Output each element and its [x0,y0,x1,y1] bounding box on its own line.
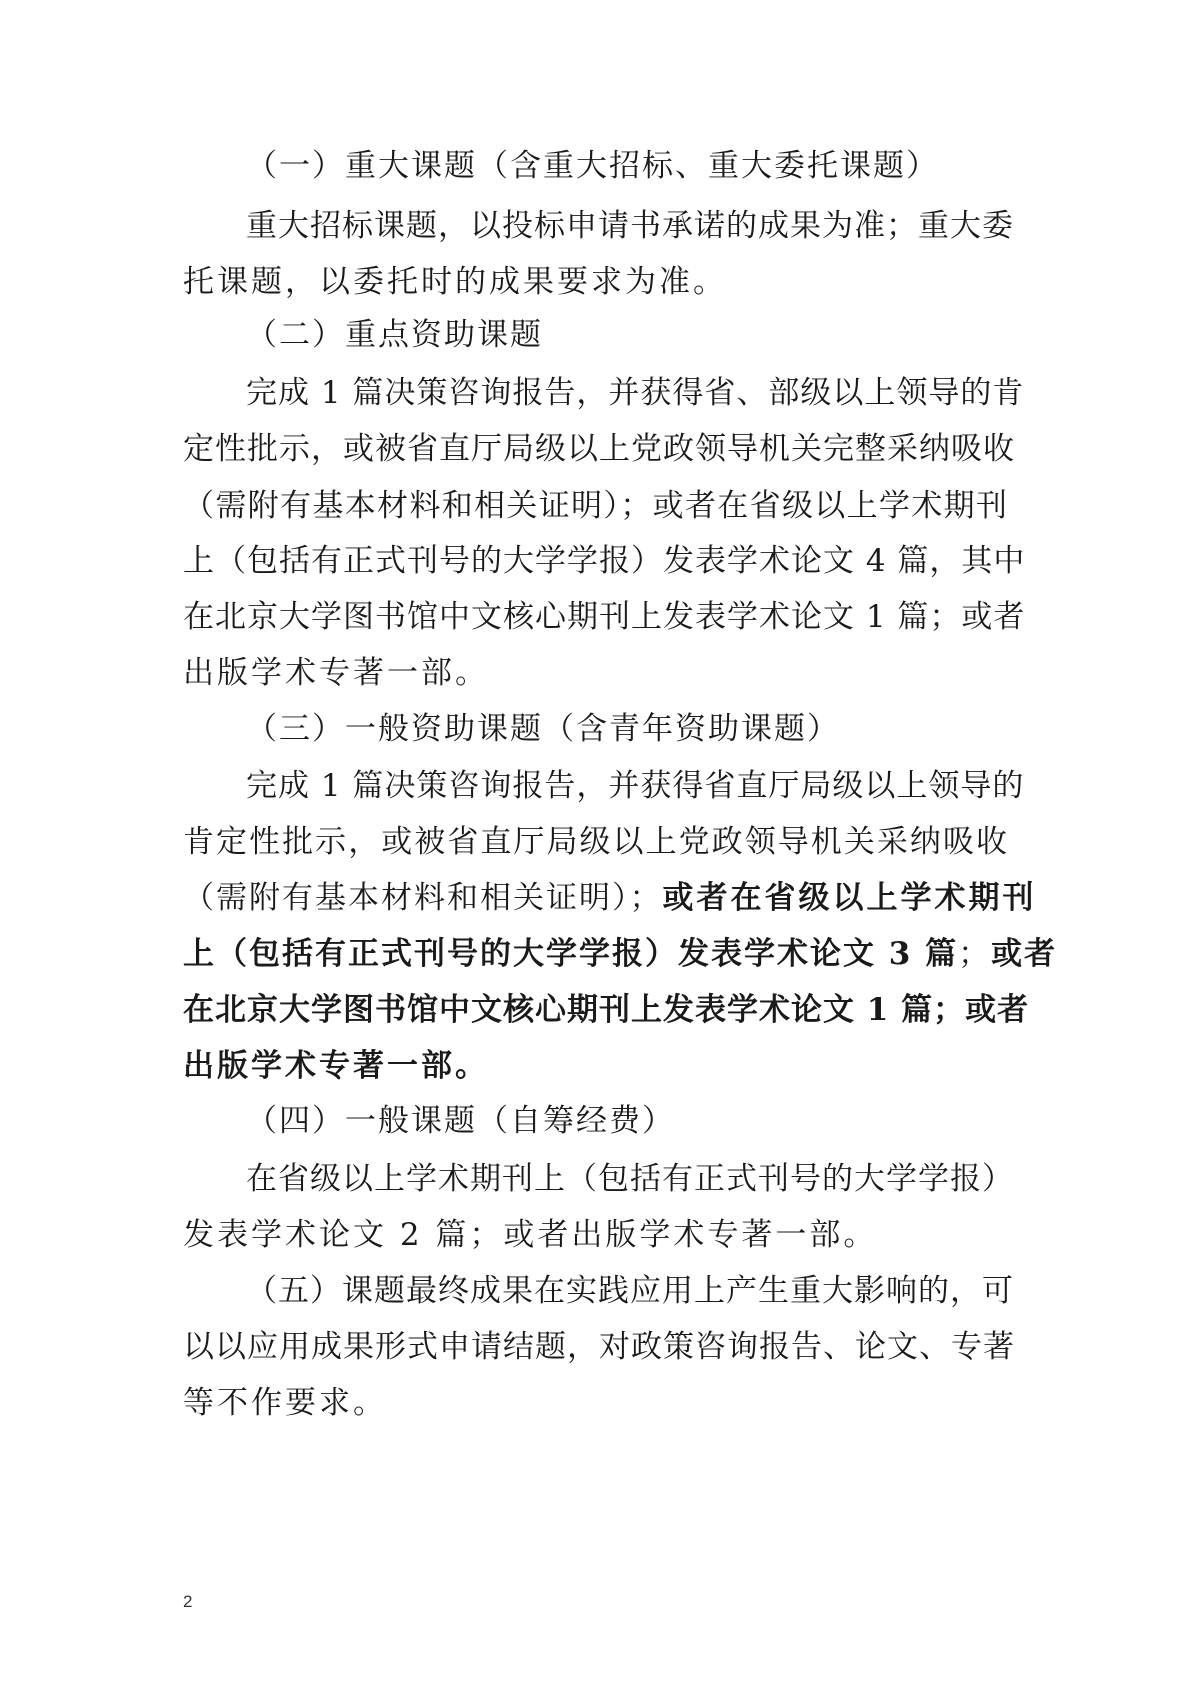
paragraph-text: （需附有基本材料和相关证明）； [183,880,663,916]
paragraph-line: 重大招标课题，以投标申请书承诺的成果为准；重大委 [246,208,1014,244]
paragraph-line: 以以应用成果形式申请结题，对政策咨询报告、论文、专著 [183,1329,1015,1365]
paragraph-line [183,868,1037,928]
page-number: 2 [183,1592,193,1611]
paragraph-bold-text: 或者 [991,936,1058,972]
paragraph-line: 定性批示，或被省直厅局级以上党政领导机关完整采纳吸收 [183,431,1015,467]
paragraph-bold-text: 或者在省级以上学术期刊 [662,880,1037,916]
section-heading-5: （五）课题最终成果在实践应用上产生重大影响的，可 [246,1273,1014,1309]
section-heading-3: （三）一般资助课题（含青年资助课题） [246,711,840,747]
paragraph-line: 托课题，以委托时的成果要求为准。 [183,264,727,300]
paragraph-line: 在省级以上学术期刊上（包括有正式刊号的大学学报） [246,1161,1014,1197]
paragraph-line: 等不作要求。 [183,1385,387,1421]
paragraph-line: 在北京大学图书馆中文核心期刊上发表学术论文 1 篇；或者 [183,599,1026,635]
paragraph-line: 出版学术专著一部。 [183,1048,489,1084]
paragraph-line: 发表学术论文 2 篇；或者出版学术专著一部。 [183,1217,878,1253]
section-heading-1: （一）重大课题（含重大招标、重大委托课题） [246,148,939,184]
paragraph-line: 完成 1 篇决策咨询报告，并获得省直厅局级以上领导的 [246,768,1025,804]
section-heading-2: （二）重点资助课题 [246,317,543,353]
paragraph-line: （需附有基本材料和相关证明）；或者在省级以上学术期刊 [183,488,1008,524]
paragraph-line: 在北京大学图书馆中文核心期刊上发表学术论文 1 篇；或者 [183,992,1030,1028]
paragraph-line: 出版学术专著一部。 [183,655,489,691]
paragraph-line: 肯定性批示，或被省直厅局级以上党政领导机关采纳吸收 [183,824,1008,860]
paragraph-line: 上（包括有正式刊号的大学学报）发表学术论文 4 篇，其中 [183,543,1026,579]
section-heading-4: （四）一般课题（自筹经费） [246,1103,675,1139]
paragraph-bold-text: 上（包括有正式刊号的大学学报）发表学术论文 3 篇 [183,936,959,972]
paragraph-line [183,924,1058,984]
paragraph-line: 完成 1 篇决策咨询报告，并获得省、部级以上领导的肯 [246,375,1025,411]
paragraph-text: ； [958,936,992,972]
